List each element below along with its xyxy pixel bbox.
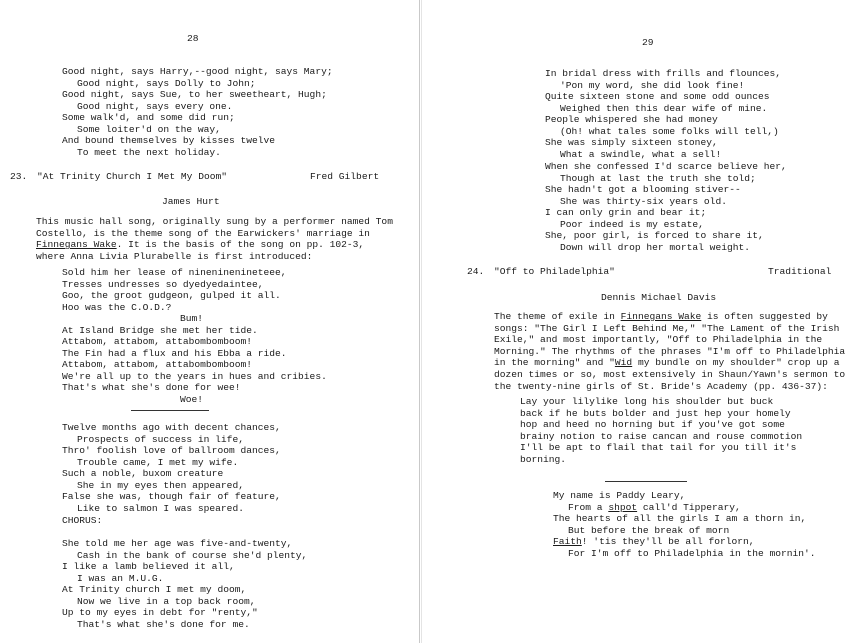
verse-line: Such a noble, buxom creature — [62, 468, 224, 479]
verse-line: Some walk'd, and some did run; — [62, 112, 235, 123]
entry-title-24: "Off to Philadelphia" — [494, 266, 615, 277]
verse-line: That's what she's done for me. — [77, 618, 250, 630]
intro-line: This music hall song, originally sung by a performer named Tom — [36, 216, 393, 227]
verse-line: Good night, says every one. — [77, 100, 233, 112]
verse-line: Bum! — [180, 313, 204, 324]
verse-line: Goo, the groot gudgeon, gulped it all. — [62, 290, 281, 301]
verse-line: And bound themselves by kisses twelve — [62, 135, 276, 146]
intro-text: in the morning" and " — [494, 357, 615, 369]
intro-line — [494, 311, 845, 323]
verse-line: Sold him her lease of nineninenineteee, — [62, 267, 287, 278]
verse-line: I'll be apt to flail that tail for you till it's — [520, 442, 797, 453]
intro-line: dozen times or so, most extensively in Shaun/Yawn's sermon to — [494, 368, 846, 380]
verse-line: Down will drop her mortal weight. — [560, 241, 750, 253]
verse-line: Attabom, attabom, attabombomboom! — [62, 336, 252, 347]
verse-line: She was simply sixteen stoney, — [545, 137, 718, 148]
verse-line: Woe! — [180, 393, 204, 405]
verse-line: Some loiter'd on the way, — [77, 123, 221, 135]
chorus — [62, 538, 307, 630]
verse-line: She, poor girl, is forced to share it, — [545, 230, 764, 241]
verse-line: What a swindle, what a sell! — [560, 148, 722, 160]
verse-line: Now we live in a top back room, — [77, 595, 256, 607]
song-text: call'd Tipperary, — [637, 501, 741, 513]
verse-line: She in my eyes then appeared, — [77, 479, 244, 491]
verse-line: Quite sixteen stone and some odd ounces — [545, 91, 770, 102]
song-line: But before the break of morn — [568, 524, 730, 536]
verse-1 — [62, 422, 281, 514]
verse-line: back if he buts bolder and just hep your homely — [520, 407, 791, 419]
verse-line: People whispered she had money — [545, 114, 718, 125]
section-divider-right — [605, 481, 687, 482]
verse-line: She hadn't got a blooming stiver-- — [545, 184, 741, 195]
verse-line: Tresses undresses so dyedyedaintee, — [62, 278, 264, 290]
verse-line: Good night, says Sue, to her sweetheart, Hugh; — [62, 89, 327, 100]
verse-line: I can only grin and bear it; — [545, 207, 707, 218]
verse-line: hop and heed no horning but if you've got some — [520, 419, 785, 430]
verse-line: That's what she's done for wee! — [62, 382, 241, 393]
song-lyrics — [553, 490, 816, 559]
verse-line: Good night, says Harry,--good night, says Mary; — [62, 66, 333, 77]
chorus-label: CHORUS: — [62, 515, 103, 526]
word-underlined: shpot — [608, 501, 638, 513]
verse-line: Lay your lilylike long his shoulder but buck — [520, 396, 774, 407]
book-title-underlined: Finnegans Wake — [36, 239, 117, 251]
entry-number-23: 23. — [10, 171, 28, 182]
verse-line: Poor indeed is my estate, — [560, 218, 704, 230]
verse-line: Though at last the truth she told; — [560, 172, 756, 184]
song-line: The hearts of all the girls I am a thorn in, — [553, 513, 807, 524]
intro-paragraph-24 — [494, 311, 845, 392]
intro-text: my bundle on my shoulder" crop up a — [632, 357, 840, 369]
entry-author-23: James Hurt — [162, 196, 220, 207]
verse-line: Good night, says Dolly to John; — [77, 77, 256, 89]
verse-line: Weighed then this dear wife of mine. — [560, 102, 768, 114]
page-spine — [419, 0, 420, 643]
entry-number-24: 24. — [467, 266, 485, 277]
verse-line: The Fin had a flux and his Ebba a ride. — [62, 347, 287, 359]
verse-line: In bridal dress with frills and flounces, — [545, 68, 782, 79]
verse-top — [62, 66, 333, 158]
intro-paragraph-23 — [36, 216, 393, 262]
verse-line: brainy notion to raise cancan and rouse commotion — [520, 430, 803, 442]
verse-line: Twelve months ago with decent chances, — [62, 422, 281, 433]
page-spine-shadow — [421, 0, 422, 643]
verse-line: Prospects of success in life, — [77, 433, 244, 445]
verse-line: At Trinity church I met my doom, — [62, 584, 247, 595]
intro-line: Exile," and most importantly, "Off to Philadelphia in the — [494, 334, 823, 346]
song-line: My name is Paddy Leary, — [553, 490, 686, 501]
verse-line: She was thirty-six years old. — [560, 195, 727, 207]
verse-line: Attabom, attabom, attabombomboom! — [62, 359, 252, 370]
verse-line: Trouble came, I met my wife. — [77, 456, 239, 468]
song-line — [553, 536, 816, 548]
song-line: For I'm off to Philadelphia in the mornin'. — [568, 547, 816, 559]
verse-line: I like a lamb believed it all, — [62, 561, 235, 572]
verse-line: We're all up to the years in hues and cribies. — [62, 370, 327, 382]
entry-composer-23: Fred Gilbert — [310, 171, 380, 182]
verse-line: borning. — [520, 453, 567, 465]
entry-author-24: Dennis Michael Davis — [601, 292, 717, 303]
entry-title-23: "At Trinity Church I Met My Doom" — [37, 171, 227, 182]
verse-line: At Island Bridge she met her tide. — [62, 324, 258, 336]
intro-line: where Anna Livia Plurabelle is first introduced: — [36, 250, 313, 262]
verse-line: Like to salmon I was speared. — [77, 502, 244, 514]
verse-line: Hoo was the C.O.D.? — [62, 301, 172, 313]
intro-line: the twenty-nine girls of St. Bride's Academy (pp. 436-37): — [494, 380, 828, 392]
verse-line: She told me her age was five-and-twenty, — [62, 538, 293, 549]
section-divider-left — [131, 410, 209, 411]
page-number-left: 28 — [187, 33, 199, 44]
verse-line: (Oh! what tales some folks will tell,) — [560, 125, 779, 137]
verse-line: To meet the next holiday. — [77, 146, 221, 158]
page-number-right: 29 — [642, 37, 654, 48]
entry-composer-24: Traditional — [768, 266, 832, 277]
intro-line: songs: "The Girl I Left Behind Me," "The Lament of the Irish — [494, 322, 840, 334]
intro-line-rest: . It is the basis of the song on pp. 102-3, — [116, 239, 365, 251]
verse-line: False she was, though fair of feature, — [62, 491, 281, 502]
intro-line — [494, 357, 845, 369]
intro-text: is often suggested by — [701, 311, 828, 322]
song-text: From a — [568, 501, 609, 513]
book-title-underlined: Finnegans Wake — [620, 311, 702, 322]
word-underlined: Faith — [553, 536, 582, 547]
song-text: ! 'tis they'll be all forlorn, — [581, 536, 755, 547]
quotation-left — [62, 267, 327, 405]
intro-text: The theme of exile in — [494, 311, 621, 322]
quotation-right — [520, 396, 802, 465]
verse-line: I was an M.U.G. — [77, 572, 164, 584]
verse-line: Up to my eyes in debt for "renty," — [62, 607, 258, 618]
verse-a — [545, 68, 781, 160]
verse-line: 'Pon my word, she did look fine! — [560, 79, 745, 91]
verse-line: Thro' foolish love of ballroom dances, — [62, 445, 281, 456]
verse-line: Cash in the bank of course she'd plenty, — [77, 549, 308, 561]
song-line — [553, 502, 816, 514]
word-underlined: Wid — [614, 357, 633, 369]
verse-line: When she confessed I'd scarce believe her, — [545, 161, 787, 172]
intro-line — [36, 239, 393, 251]
intro-line: Costello, is the theme song of the Earwickers' marriage in — [36, 227, 370, 239]
verse-b — [545, 161, 787, 253]
intro-line: Morning." The rhythms of the phrases "I'm off to Philadelphia — [494, 345, 846, 357]
